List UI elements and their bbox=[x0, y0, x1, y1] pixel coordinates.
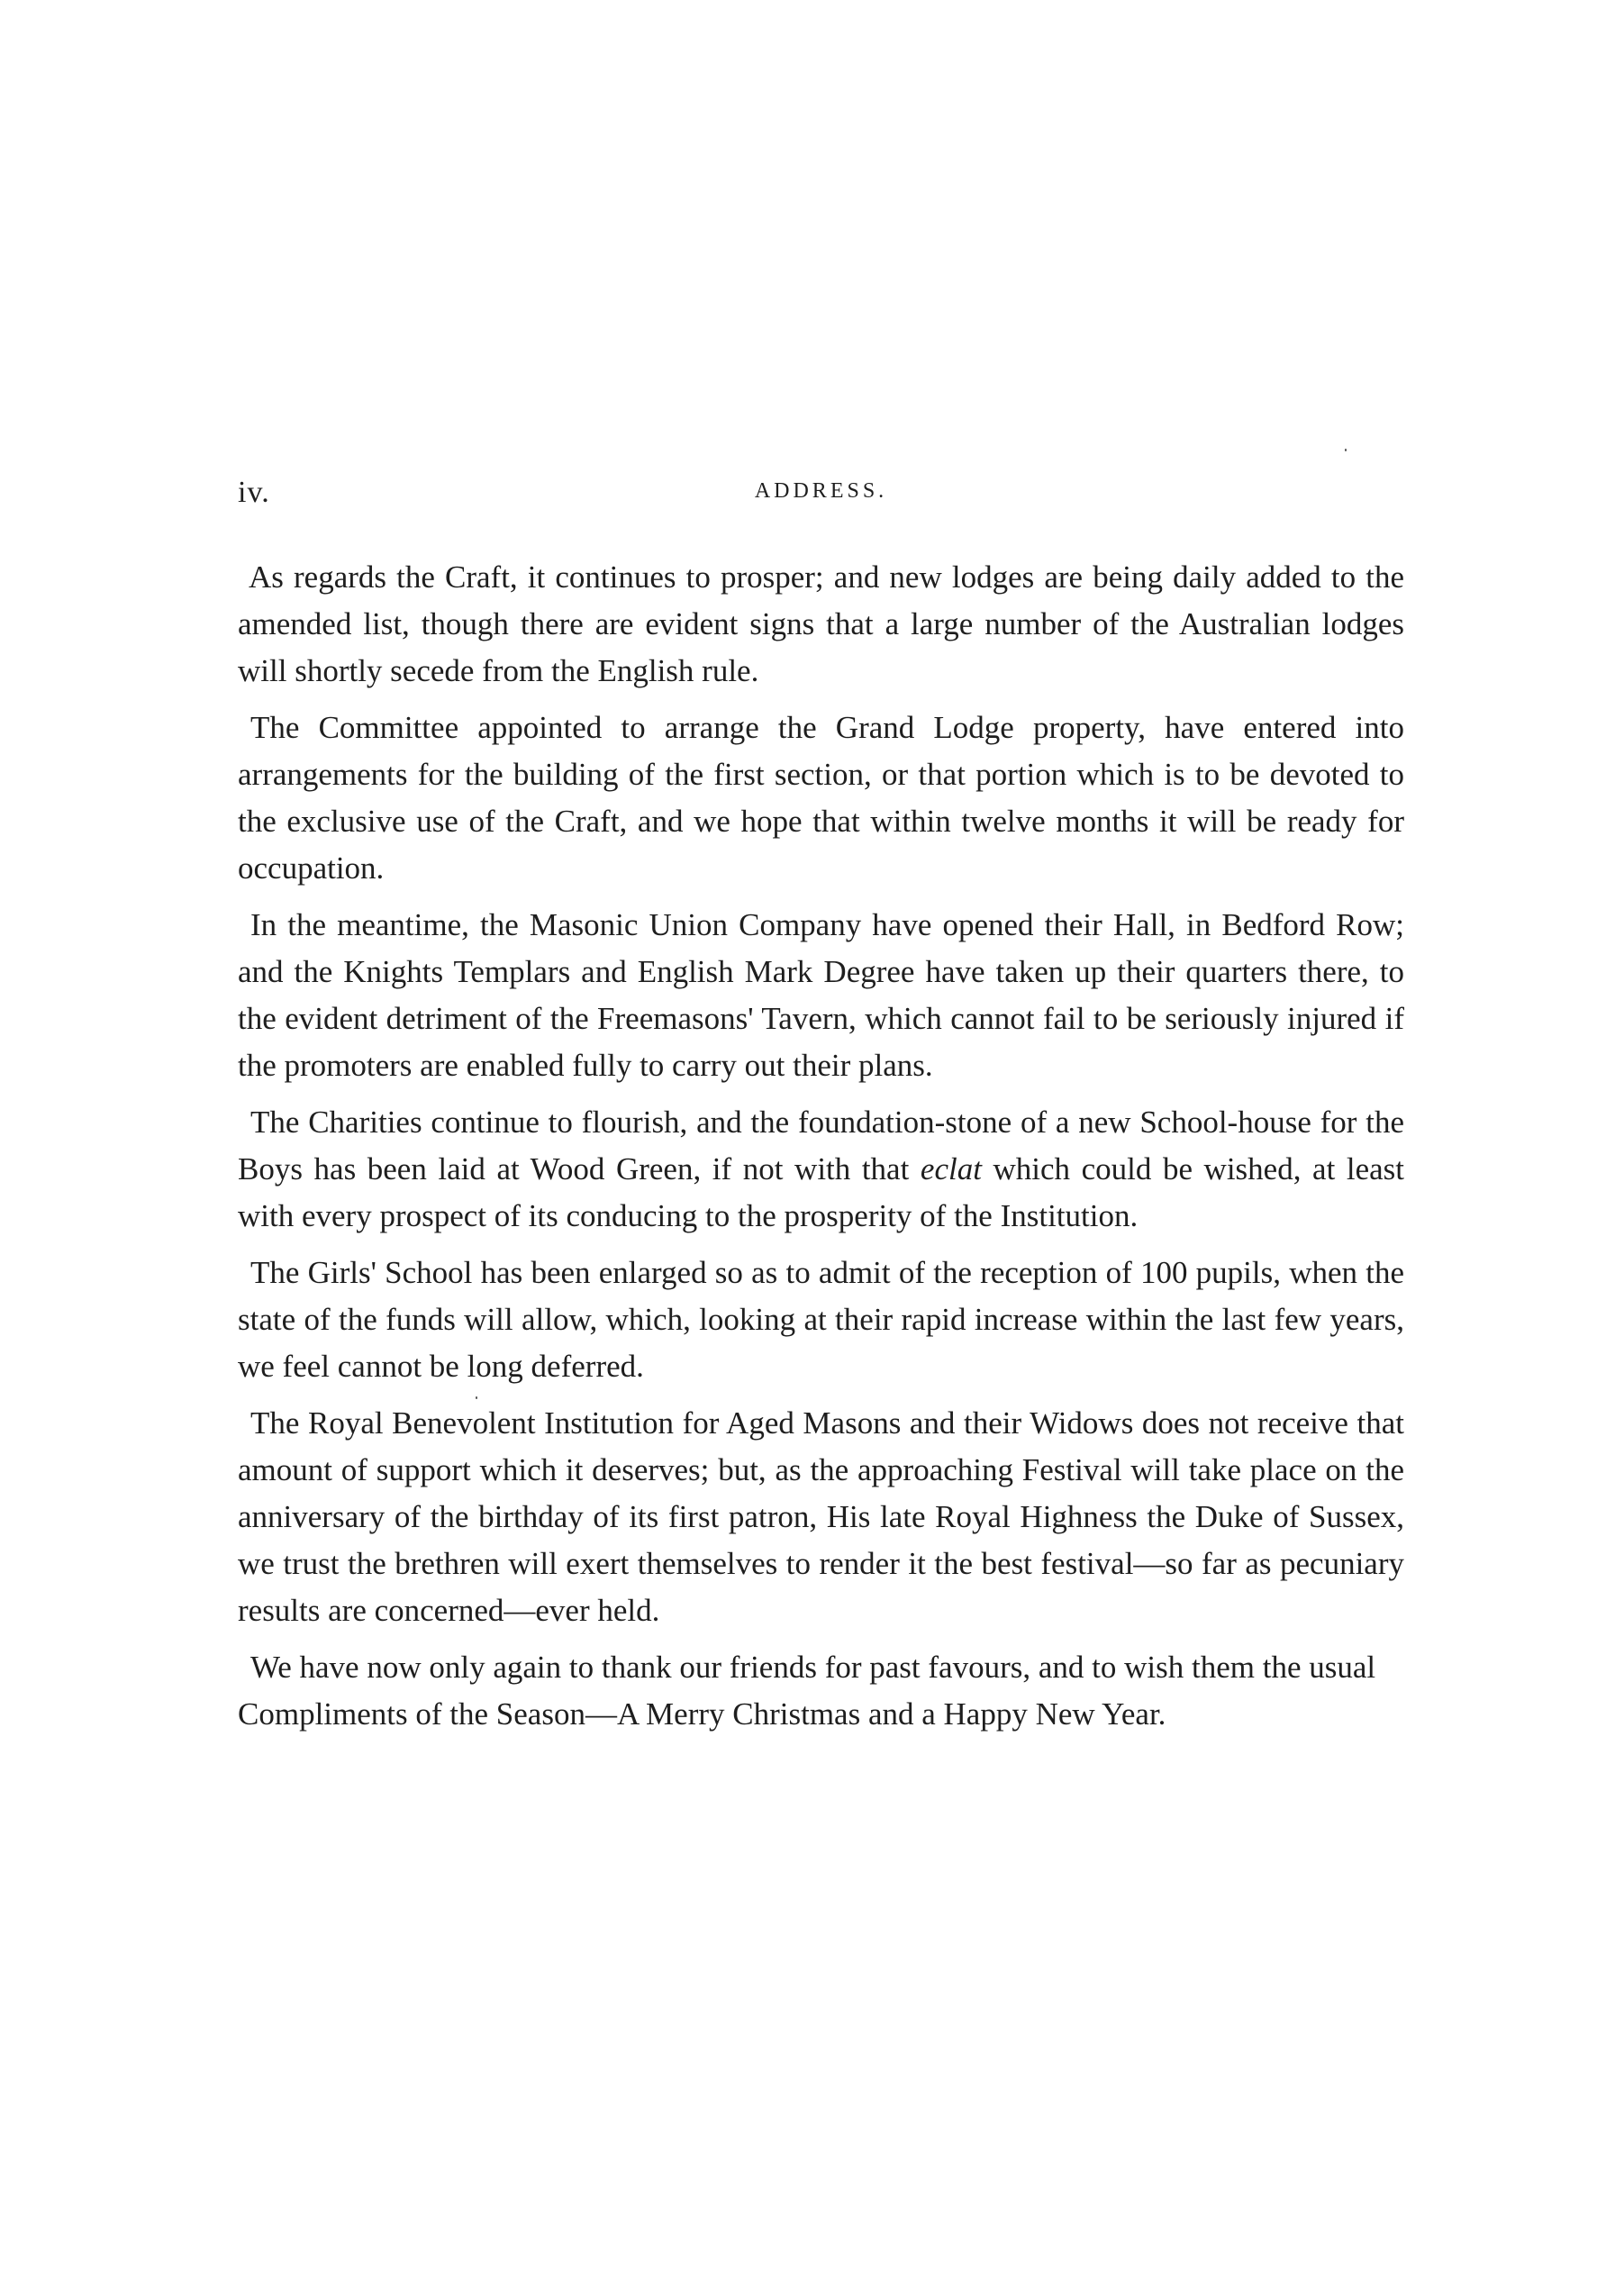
paragraph-royal-benevolent-institution: The Royal Benevolent Institution for Aged Masons and their Widows does not receive that amount of support which it deserves; but, as the approaching Festival will take place on the anniversary of the birthday of its first patron, His late Royal Highness the Duke of Sussex, we trust the brethren will exert themselves to render it the best festival—so far as pecuniary results are concerned—ever held. bbox=[238, 1405, 1404, 1628]
paragraph-charities bbox=[238, 1099, 1404, 1240]
paragraph-girls-school: The Girls' School has been enlarged so as to admit of the reception of 100 pupils, when the state of the funds will allow, which, looking at their rapid increase within the last few years, we feel cannot be long deferred. bbox=[238, 1255, 1404, 1384]
charities-italic-eclat: eclat bbox=[920, 1151, 982, 1187]
charities-text-before: The Charities continue to flourish, and the foundation-stone of a new School-house for the Boys has been laid at Wood Green, if not with that bbox=[238, 1105, 1404, 1187]
address-body bbox=[238, 554, 1404, 1748]
charities-text-after: which could be wished, at least with every prospect of its conducing to the prosperity of the Institution. bbox=[238, 1151, 1405, 1233]
paragraph-masonic-union-company: In the meantime, the Masonic Union Company have opened their Hall, in Bedford Row; and the Knights Templars and English Mark Degree have taken up their quarters there, to the evident detriment of the Freemasons' Tavern, which cannot fail to be seriously injured if the promoters are enabled fully to carry out their plans. bbox=[238, 907, 1404, 1083]
running-head: ADDRESS. bbox=[754, 479, 888, 503]
paragraph-grand-lodge-property: The Committee appointed to arrange the Grand Lodge property, have entered into arrangements for the building of the first section, or that portion which is to be devoted to the exclusive use of the Craft, and we hope that within twelve months it will be ready for occupation. bbox=[238, 710, 1404, 886]
folio-page-number: iv. bbox=[238, 476, 270, 509]
paragraph-closing-greetings: We have now only again to thank our friends for past favours, and to wish them the usual Compliments of the Season—A Merry Christmas and a Happy New Year. bbox=[238, 1650, 1376, 1732]
scan-speck bbox=[476, 1396, 477, 1399]
scan-speck bbox=[1345, 449, 1347, 451]
paragraph-craft: As regards the Craft, it continues to prosper; and new lodges are being daily added to the amended list, though there are evident signs that a large number of the Australian lodges will shortly secede from the English rule. bbox=[238, 559, 1404, 688]
page-header bbox=[238, 476, 1404, 512]
